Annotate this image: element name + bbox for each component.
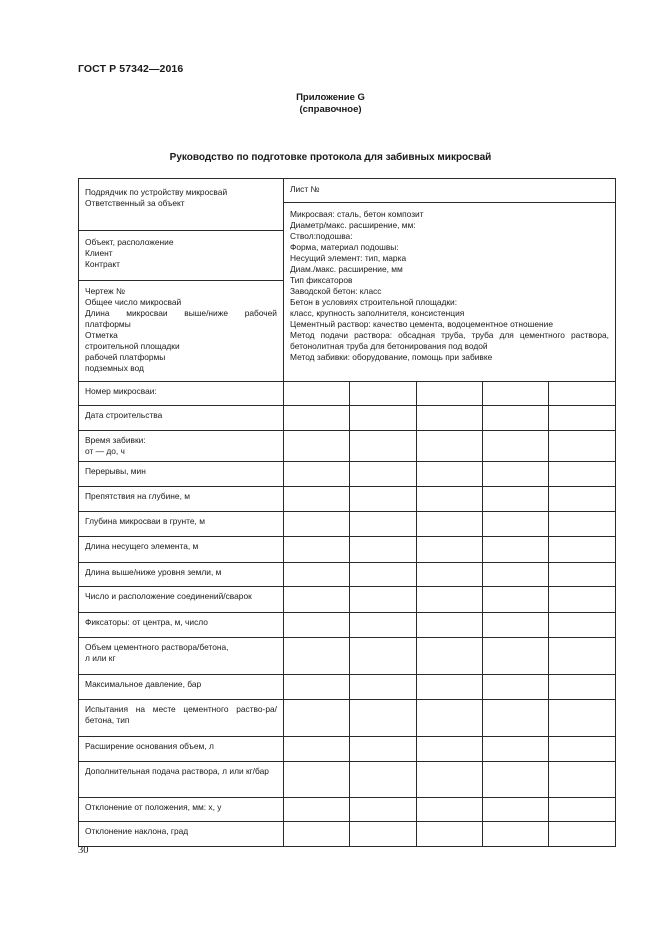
entry-cell[interactable] xyxy=(549,406,616,431)
row-label: Число и расположение соединений/сварок xyxy=(79,587,284,613)
row-label: Препятствия на глубине, м xyxy=(79,487,284,512)
entry-cell[interactable] xyxy=(350,587,417,613)
entry-cell[interactable] xyxy=(417,462,483,487)
entry-cell[interactable] xyxy=(350,563,417,587)
entry-cell[interactable] xyxy=(350,487,417,512)
drawing-line: рабочей платформы xyxy=(85,352,166,362)
entry-cell[interactable] xyxy=(417,382,483,406)
entry-cell[interactable] xyxy=(549,798,616,822)
entry-cell[interactable] xyxy=(417,798,483,822)
row-label: Фиксаторы: от центра, м, число xyxy=(79,613,284,638)
entry-cell[interactable] xyxy=(417,613,483,638)
entry-cell[interactable] xyxy=(284,431,350,462)
drawing-line: Длина микросваи выше/ниже рабочей платформы xyxy=(85,308,277,329)
entry-cell[interactable] xyxy=(284,613,350,638)
pile-info-line: класс, крупность заполнителя, консистенция xyxy=(290,308,465,318)
entry-cell[interactable] xyxy=(549,762,616,798)
entry-cell[interactable] xyxy=(284,462,350,487)
entry-cell[interactable] xyxy=(417,406,483,431)
entry-cell[interactable] xyxy=(284,737,350,762)
entry-cell[interactable] xyxy=(417,737,483,762)
pile-info-line: Бетон в условиях строительной площадки: xyxy=(290,297,458,307)
row-label: Время забивки: от — до, ч xyxy=(79,431,284,462)
entry-cell[interactable] xyxy=(350,638,417,675)
entry-cell[interactable] xyxy=(350,798,417,822)
drawing-line: Чертеж № xyxy=(85,286,125,296)
entry-cell[interactable] xyxy=(350,762,417,798)
table-row xyxy=(79,537,616,563)
entry-cell[interactable] xyxy=(549,512,616,537)
table-row xyxy=(79,512,616,537)
row-label: Максимальное давление, бар xyxy=(79,675,284,700)
pile-info-line: Несущий элемент: тип, марка xyxy=(290,253,407,263)
entry-cell[interactable] xyxy=(417,638,483,675)
document-title: Руководство по подготовке протокола для забивных микросвай xyxy=(169,152,492,163)
entry-cell[interactable] xyxy=(417,822,483,847)
pile-info-line: Метод подачи раствора: обсадная труба, труба для цементного раствора, бетонолитная труба для бетонирования под водой xyxy=(290,330,610,351)
entry-cell[interactable] xyxy=(549,537,616,563)
entry-cell[interactable] xyxy=(483,762,549,798)
entry-cell[interactable] xyxy=(483,587,549,613)
entry-cell[interactable] xyxy=(549,587,616,613)
table-row xyxy=(79,675,616,700)
table-row xyxy=(79,613,616,638)
protocol-form-table xyxy=(78,178,616,847)
table-row xyxy=(79,587,616,613)
pile-info-line: Заводской бетон: класс xyxy=(290,286,382,296)
entry-cell[interactable] xyxy=(284,382,350,406)
entry-cell[interactable] xyxy=(284,798,350,822)
entry-cell[interactable] xyxy=(549,700,616,737)
object-line: Объект, расположение xyxy=(85,237,174,247)
entry-cell[interactable] xyxy=(350,431,417,462)
entry-cell[interactable] xyxy=(549,487,616,512)
entry-cell[interactable] xyxy=(549,563,616,587)
entry-cell[interactable] xyxy=(549,822,616,847)
table-row xyxy=(79,431,616,462)
pile-info-line: Тип фиксаторов xyxy=(290,275,353,285)
row-label: Расширение основания объем, л xyxy=(79,737,284,762)
entry-cell[interactable] xyxy=(350,382,417,406)
table-row xyxy=(79,638,616,675)
table-row xyxy=(79,798,616,822)
entry-cell[interactable] xyxy=(483,822,549,847)
table-row xyxy=(79,737,616,762)
contractor-cell xyxy=(79,179,284,231)
entry-cell[interactable] xyxy=(483,382,549,406)
entry-cell[interactable] xyxy=(350,406,417,431)
sheet-info-cell xyxy=(284,179,616,382)
entry-cell[interactable] xyxy=(284,512,350,537)
pile-info-line: Метод забивки: оборудование, помощь при забивке xyxy=(290,352,493,362)
entry-cell[interactable] xyxy=(483,537,549,563)
pile-info-line: Цементный раствор: качество цемента, водоцементное отношение xyxy=(290,319,554,329)
entry-cell[interactable] xyxy=(284,700,350,737)
entry-cell[interactable] xyxy=(284,563,350,587)
entry-cell[interactable] xyxy=(483,737,549,762)
entry-cell[interactable] xyxy=(549,382,616,406)
entry-cell[interactable] xyxy=(549,737,616,762)
entry-cell[interactable] xyxy=(350,462,417,487)
entry-cell[interactable] xyxy=(483,512,549,537)
table-row xyxy=(79,487,616,512)
drawing-cell xyxy=(79,281,284,382)
appendix-title: Приложение G xyxy=(296,92,365,103)
row-label: Глубина микросваи в грунте, м xyxy=(79,512,284,537)
table-row xyxy=(79,382,616,406)
entry-cell[interactable] xyxy=(350,675,417,700)
object-cell xyxy=(79,231,284,281)
appendix-subtitle: (справочное) xyxy=(299,104,362,115)
entry-cell[interactable] xyxy=(284,537,350,563)
entry-cell[interactable] xyxy=(483,798,549,822)
entry-cell[interactable] xyxy=(483,613,549,638)
row-label: Номер микросваи: xyxy=(79,382,284,406)
entry-cell[interactable] xyxy=(284,762,350,798)
contractor-line: Подрядчик по устройству микросвай xyxy=(85,187,228,197)
entry-cell[interactable] xyxy=(350,512,417,537)
entry-cell[interactable] xyxy=(549,431,616,462)
entry-cell[interactable] xyxy=(549,613,616,638)
pile-info-line: Ствол:подошва: xyxy=(290,231,353,241)
entry-cell[interactable] xyxy=(549,638,616,675)
pile-info-line: Форма, материал подошвы: xyxy=(290,242,399,252)
entry-cell[interactable] xyxy=(483,700,549,737)
row-label: Испытания на месте цементного раство-ра/бетона, тип xyxy=(79,700,284,737)
row-label: Отклонение от положения, мм: x, y xyxy=(79,798,284,822)
row-label: Объем цементного раствора/бетона, л или кг xyxy=(79,638,284,675)
row-label: Перерывы, мин xyxy=(79,462,284,487)
entry-cell[interactable] xyxy=(549,675,616,700)
entry-cell[interactable] xyxy=(483,675,549,700)
data-rows xyxy=(79,382,616,847)
pile-info-block xyxy=(284,203,615,367)
table-row xyxy=(79,762,616,798)
entry-cell[interactable] xyxy=(417,587,483,613)
entry-cell[interactable] xyxy=(483,638,549,675)
entry-cell[interactable] xyxy=(350,537,417,563)
entry-cell[interactable] xyxy=(483,406,549,431)
entry-cell[interactable] xyxy=(284,406,350,431)
entry-cell[interactable] xyxy=(483,563,549,587)
entry-cell[interactable] xyxy=(483,462,549,487)
contract-line: Контракт xyxy=(85,259,120,269)
entry-cell[interactable] xyxy=(284,675,350,700)
document-code: ГОСТ Р 57342—2016 xyxy=(78,63,184,75)
entry-cell[interactable] xyxy=(350,737,417,762)
client-line: Клиент xyxy=(85,248,113,258)
drawing-line: подземных вод xyxy=(85,363,144,373)
entry-cell[interactable] xyxy=(483,431,549,462)
row-label: Дата строительства xyxy=(79,406,284,431)
row-label: Отклонение наклона, град xyxy=(79,822,284,847)
appendix-heading xyxy=(0,92,661,116)
pile-info-line: Диам./макс. расширение, мм xyxy=(290,264,403,274)
entry-cell[interactable] xyxy=(417,487,483,512)
sheet-number-label: Лист № xyxy=(284,179,615,203)
entry-cell[interactable] xyxy=(350,822,417,847)
drawing-line: Общее число микросвай xyxy=(85,297,182,307)
pile-info-line: Микросвая: сталь, бетон композит xyxy=(290,209,424,219)
responsible-line: Ответственный за объект xyxy=(85,198,185,208)
drawing-line: Отметка xyxy=(85,330,118,340)
entry-cell[interactable] xyxy=(284,638,350,675)
entry-cell[interactable] xyxy=(417,537,483,563)
pile-info-line: Диаметр/макс. расширение, мм: xyxy=(290,220,416,230)
entry-cell[interactable] xyxy=(350,613,417,638)
row-label: Дополнительная подача раствора, л или кг/бар xyxy=(79,762,284,798)
table-row xyxy=(79,563,616,587)
entry-cell[interactable] xyxy=(417,563,483,587)
entry-cell[interactable] xyxy=(284,487,350,512)
table-row xyxy=(79,822,616,847)
page-number: 30 xyxy=(78,845,89,856)
entry-cell[interactable] xyxy=(417,431,483,462)
entry-cell[interactable] xyxy=(350,700,417,737)
table-row xyxy=(79,700,616,737)
entry-cell[interactable] xyxy=(284,822,350,847)
table-row xyxy=(79,462,616,487)
row-label: Длина несущего элемента, м xyxy=(79,537,284,563)
table-row xyxy=(79,406,616,431)
entry-cell[interactable] xyxy=(417,675,483,700)
drawing-line: строительной площадки xyxy=(85,341,180,351)
entry-cell[interactable] xyxy=(417,512,483,537)
entry-cell[interactable] xyxy=(549,462,616,487)
entry-cell[interactable] xyxy=(483,487,549,512)
entry-cell[interactable] xyxy=(417,762,483,798)
row-label: Длина выше/ниже уровня земли, м xyxy=(79,563,284,587)
entry-cell[interactable] xyxy=(284,587,350,613)
entry-cell[interactable] xyxy=(417,700,483,737)
